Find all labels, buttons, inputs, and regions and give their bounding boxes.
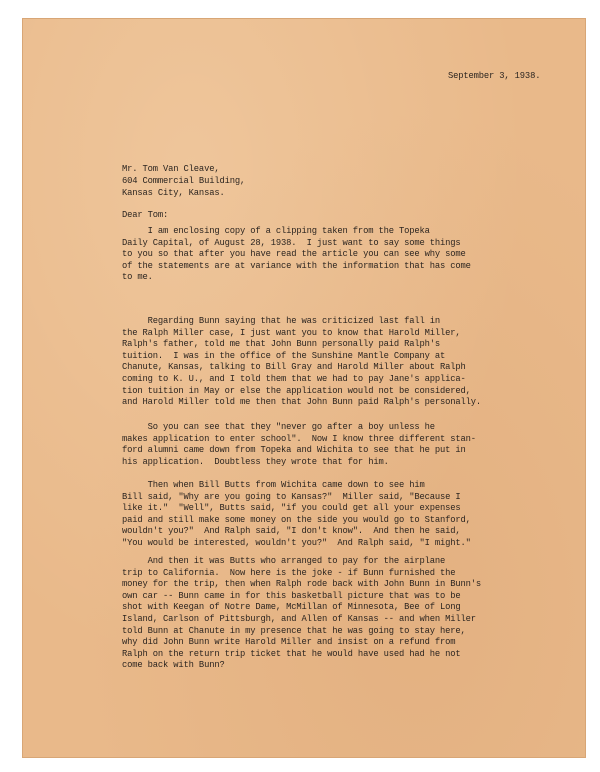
body-line: "You would be interested, wouldn't you?" And Ralph said, "I might." [122,538,471,548]
body-line: I am enclosing copy of a clipping taken from the Topeka [122,226,430,236]
body-line: tuition. I was in the office of the Sunshine Mantle Company at [122,350,446,361]
body-line: shot with Keegan of Notre Dame, McMillan of Minnesota, Bee of Long [122,602,461,613]
body-line: Regarding Bunn saying that he was criticized last fall in [122,316,440,326]
salutation: Dear Tom: [122,210,169,220]
body-line: Island, Carlson of Pittsburgh, and Allen of Kansas -- and when Miller [122,614,476,624]
body-line: Ralph's father, told me that John Bunn personally paid Ralph's [122,339,440,350]
recipient-name: Mr. Tom Van Cleave, [122,164,220,174]
body-line: paid and still make some money on the side you would go to Stanford, [122,514,471,525]
body-line: like it." "Well", Butts said, "if you could get all your expenses [122,503,461,514]
body-line: to you so that after you have read the article you can see why some [122,249,466,260]
letter-date: September 3, 1938. [448,71,541,81]
body-line: the Ralph Miller case, I just want you to know that Harold Miller, [122,327,461,338]
body-line: own car -- Bunn came in for this basketball picture that was to be [122,590,461,601]
recipient-city: Kansas City, Kansas. [122,188,225,198]
letter-page [22,18,586,758]
body-line: ford alumni came down from Topeka and Wichita to see that he put in [122,445,466,456]
body-line: Chanute, Kansas, talking to Bill Gray and Harold Miller about Ralph [122,362,466,373]
body-line: told Bunn at Chanute in my presence that he was going to stay here, [122,625,466,636]
body-line: So you can see that they "never go after a boy unless he [122,422,435,432]
body-line: Then when Bill Butts from Wichita came down to see him [122,480,425,490]
body-line: money for the trip, then when Ralph rode back with John Bunn in Bunn's [122,579,482,590]
body-line: come back with Bunn? [122,660,225,671]
body-line: of the statements are at variance with the information that has come [122,260,471,271]
body-line: wouldn't you?" And Ralph said, "I don't know". And then he said, [122,526,461,537]
recipient-street: 604 Commercial Building, [122,176,246,186]
body-line: to me. [122,272,153,283]
body-line: makes application to enter school". Now I know three different stan- [122,433,476,444]
body-line: And then it was Butts who arranged to pay for the airplane [122,556,446,566]
body-line: coming to K. U., and I told them that we had to pay Jane's applica- [122,374,466,384]
body-line: tion tuition in May or else the application would not be considered, [122,385,471,396]
body-line: and Harold Miller told me then that John Bunn paid Ralph's personally. [122,397,482,408]
body-line: Daily Capital, of August 28, 1938. I just want to say some things [122,237,461,248]
body-line: Ralph on the return trip ticket that he would have used had he not [122,648,461,659]
body-line: trip to California. Now here is the joke - if Bunn furnished the [122,567,456,578]
body-line: Bill said, "Why are you going to Kansas?" Miller said, "Because I [122,491,461,502]
body-line: why did John Bunn write Harold Miller and insist on a refund from [122,637,456,648]
body-line: his application. Doubtless they wrote that for him. [122,456,389,467]
